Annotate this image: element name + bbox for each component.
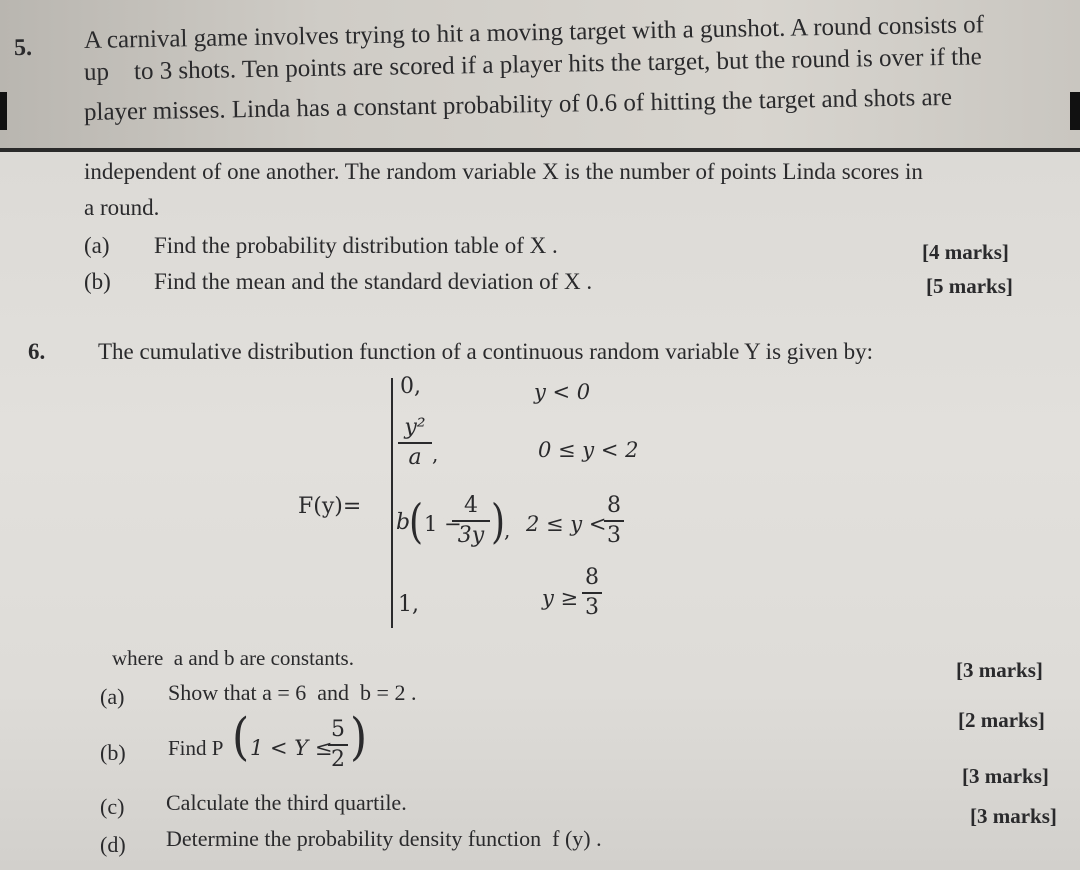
question-6-part-c-text: Calculate the third quartile.: [166, 790, 407, 815]
question-6-part-b-fraction: [328, 718, 348, 772]
case-3-fraction: [452, 494, 490, 548]
question-5-number: 5.: [13, 34, 33, 62]
question-5-line-1: A carnival game involves trying to hit a moving target with a gunshot. A round consists of: [83, 11, 985, 54]
question-6-part-d-marks: [3 marks]: [970, 804, 1057, 828]
question-6-part-d-label: (d): [100, 832, 126, 857]
case-4-condition-fraction: [582, 566, 602, 620]
case-3-numerator: 4: [464, 493, 478, 518]
question-5-part-a-text: Find the probability distribution table of X .: [154, 233, 558, 258]
question-5-part-b-text: Find the mean and the standard deviation of X .: [154, 269, 593, 294]
question-6-part-a-text: Show that a = 6 and b = 2 .: [168, 680, 417, 705]
case-1-condition: y < 0: [534, 380, 591, 404]
page-edge-left: [0, 92, 7, 130]
question-6-part-c-marks: [3 marks]: [962, 764, 1049, 788]
case-3-denominator: 3y: [457, 523, 485, 549]
question-6-part-b-open-paren: (: [232, 708, 250, 767]
case-3-prefix: b: [396, 510, 411, 535]
case-2-suffix: ,: [432, 442, 439, 466]
case-4-expression: 1,: [398, 592, 419, 617]
page-main: [0, 150, 1080, 870]
question-6-part-b-marks: [2 marks]: [958, 708, 1045, 732]
question-5-part-a-marks: [4 marks]: [922, 240, 1009, 264]
page-edge-right: [1070, 92, 1080, 130]
question-6-part-d-text: Determine the probability density function f (y) .: [166, 826, 602, 851]
piecewise-brace: [391, 378, 393, 628]
question-5-part-b-marks: [5 marks]: [926, 274, 1013, 298]
question-5-line-5: a round.: [84, 195, 160, 220]
case-3-comma: ,: [504, 518, 511, 542]
constants-note: where a and b are constants.: [112, 646, 354, 670]
question-6-part-b-label: (b): [100, 740, 126, 765]
question-6-part-b-text: Find P: [168, 736, 224, 760]
case-4-condition-numerator: 8: [585, 565, 599, 590]
case-2-numerator: y²: [404, 415, 426, 440]
question-5-part-b-label: (b): [84, 269, 111, 294]
case-2-denominator: a: [408, 445, 422, 471]
question-6-number: 6.: [28, 339, 46, 364]
question-6-intro: The cumulative distribution function of a continuous random variable Y is given by:: [98, 339, 874, 364]
question-5-line-3: player misses. Linda has a constant probability of 0.6 of hitting the target and shots are: [83, 83, 953, 126]
photo-seam: [0, 148, 1080, 152]
question-6-part-a-label: (a): [100, 684, 125, 709]
question-6-part-b-denominator: 2: [331, 747, 345, 773]
case-3-open-paren: (: [409, 495, 424, 549]
case-3-close-paren: ): [491, 495, 506, 549]
cdf-function-name: F(y)=: [298, 494, 362, 519]
case-1-expression: 0,: [400, 374, 421, 399]
question-5-part-a-label: (a): [84, 233, 110, 258]
question-6-part-a-marks: [3 marks]: [956, 658, 1043, 682]
question-6-part-b-close-paren: ): [350, 708, 368, 767]
case-2-fraction: [398, 416, 432, 470]
case-3-condition-numerator: 8: [607, 493, 621, 518]
case-3-condition-prefix: 2 ≤ y <: [526, 512, 607, 536]
case-4-condition-denominator: 3: [585, 595, 599, 621]
case-3-condition-fraction: [604, 494, 624, 548]
question-5-line-2: up to 3 shots. Ten points are scored if a player hits the target, but the round is over if the: [83, 43, 982, 86]
case-3-one-minus: 1 −: [424, 512, 462, 536]
question-6-part-b-numerator: 5: [331, 717, 345, 742]
case-2-condition: 0 ≤ y < 2: [538, 438, 639, 462]
question-6-part-c-label: (c): [100, 794, 125, 819]
case-3-condition-denominator: 3: [607, 523, 621, 549]
question-5-line-4: independent of one another. The random variable X is the number of points Linda scores in: [84, 159, 923, 184]
case-4-condition-prefix: y ≥: [542, 586, 579, 610]
question-6-part-b-inequality: 1 < Y ≤: [250, 736, 333, 760]
